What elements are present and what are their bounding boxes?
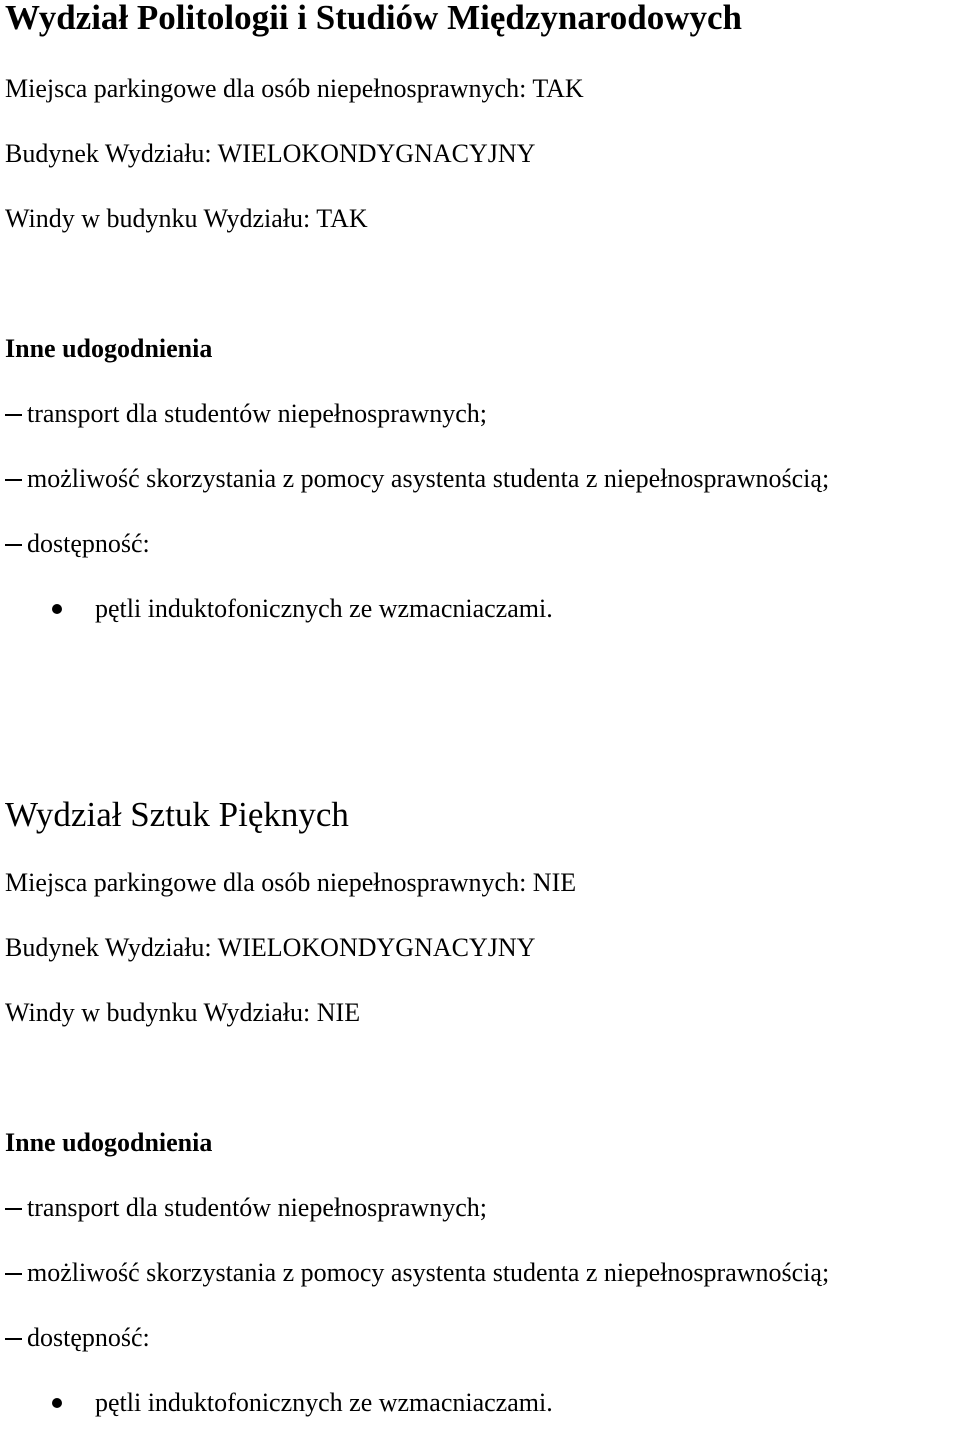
list-item-text: transport dla studentów niepełnosprawnych; <box>27 399 487 428</box>
dash-marker-icon <box>5 1338 22 1340</box>
sub-list-item <box>5 594 960 624</box>
sub-list-item-text: pętli induktofonicznych ze wzmacniaczami. <box>95 1388 553 1417</box>
elevators-info: Windy w budynku Wydziału: NIE <box>5 998 361 1027</box>
list-item-text: możliwość skorzystania z pomocy asystenta studenta z niepełnosprawnością; <box>27 464 830 493</box>
sub-list-item-text: pętli induktofonicznych ze wzmacniaczami. <box>95 594 553 623</box>
faculty-section <box>5 796 960 1418</box>
list-item <box>5 1258 960 1288</box>
building-info: Budynek Wydziału: WIELOKONDYGNACYJNY <box>5 139 536 168</box>
faculty-title: Wydział Politologii i Studiów Międzynarodowych <box>5 0 742 37</box>
dash-marker-icon <box>5 479 22 481</box>
bullet-icon <box>52 604 62 614</box>
sub-list-item <box>5 1388 960 1418</box>
dash-marker-icon <box>5 1273 22 1275</box>
building-info: Budynek Wydziału: WIELOKONDYGNACYJNY <box>5 933 536 962</box>
dash-marker-icon <box>5 544 22 546</box>
list-item <box>5 464 960 494</box>
list-item-text: dostępność: <box>27 1323 150 1352</box>
parking-info: Miejsca parkingowe dla osób niepełnosprawnych: TAK <box>5 74 584 103</box>
list-item <box>5 529 960 559</box>
list-item <box>5 399 960 429</box>
list-item-text: możliwość skorzystania z pomocy asystenta studenta z niepełnosprawnością; <box>27 1258 830 1287</box>
other-facilities-heading: Inne udogodnienia <box>5 1128 213 1157</box>
parking-info: Miejsca parkingowe dla osób niepełnosprawnych: NIE <box>5 868 577 897</box>
other-facilities-heading: Inne udogodnienia <box>5 334 213 363</box>
faculty-title: Wydział Sztuk Pięknych <box>5 795 349 834</box>
bullet-icon <box>52 1398 62 1408</box>
list-item <box>5 1323 960 1353</box>
dash-marker-icon <box>5 1208 22 1210</box>
dash-marker-icon <box>5 414 22 416</box>
list-item-text: transport dla studentów niepełnosprawnych; <box>27 1193 487 1222</box>
list-item-text: dostępność: <box>27 529 150 558</box>
list-item <box>5 1193 960 1223</box>
elevators-info: Windy w budynku Wydziału: TAK <box>5 204 368 233</box>
faculty-section <box>5 0 960 624</box>
